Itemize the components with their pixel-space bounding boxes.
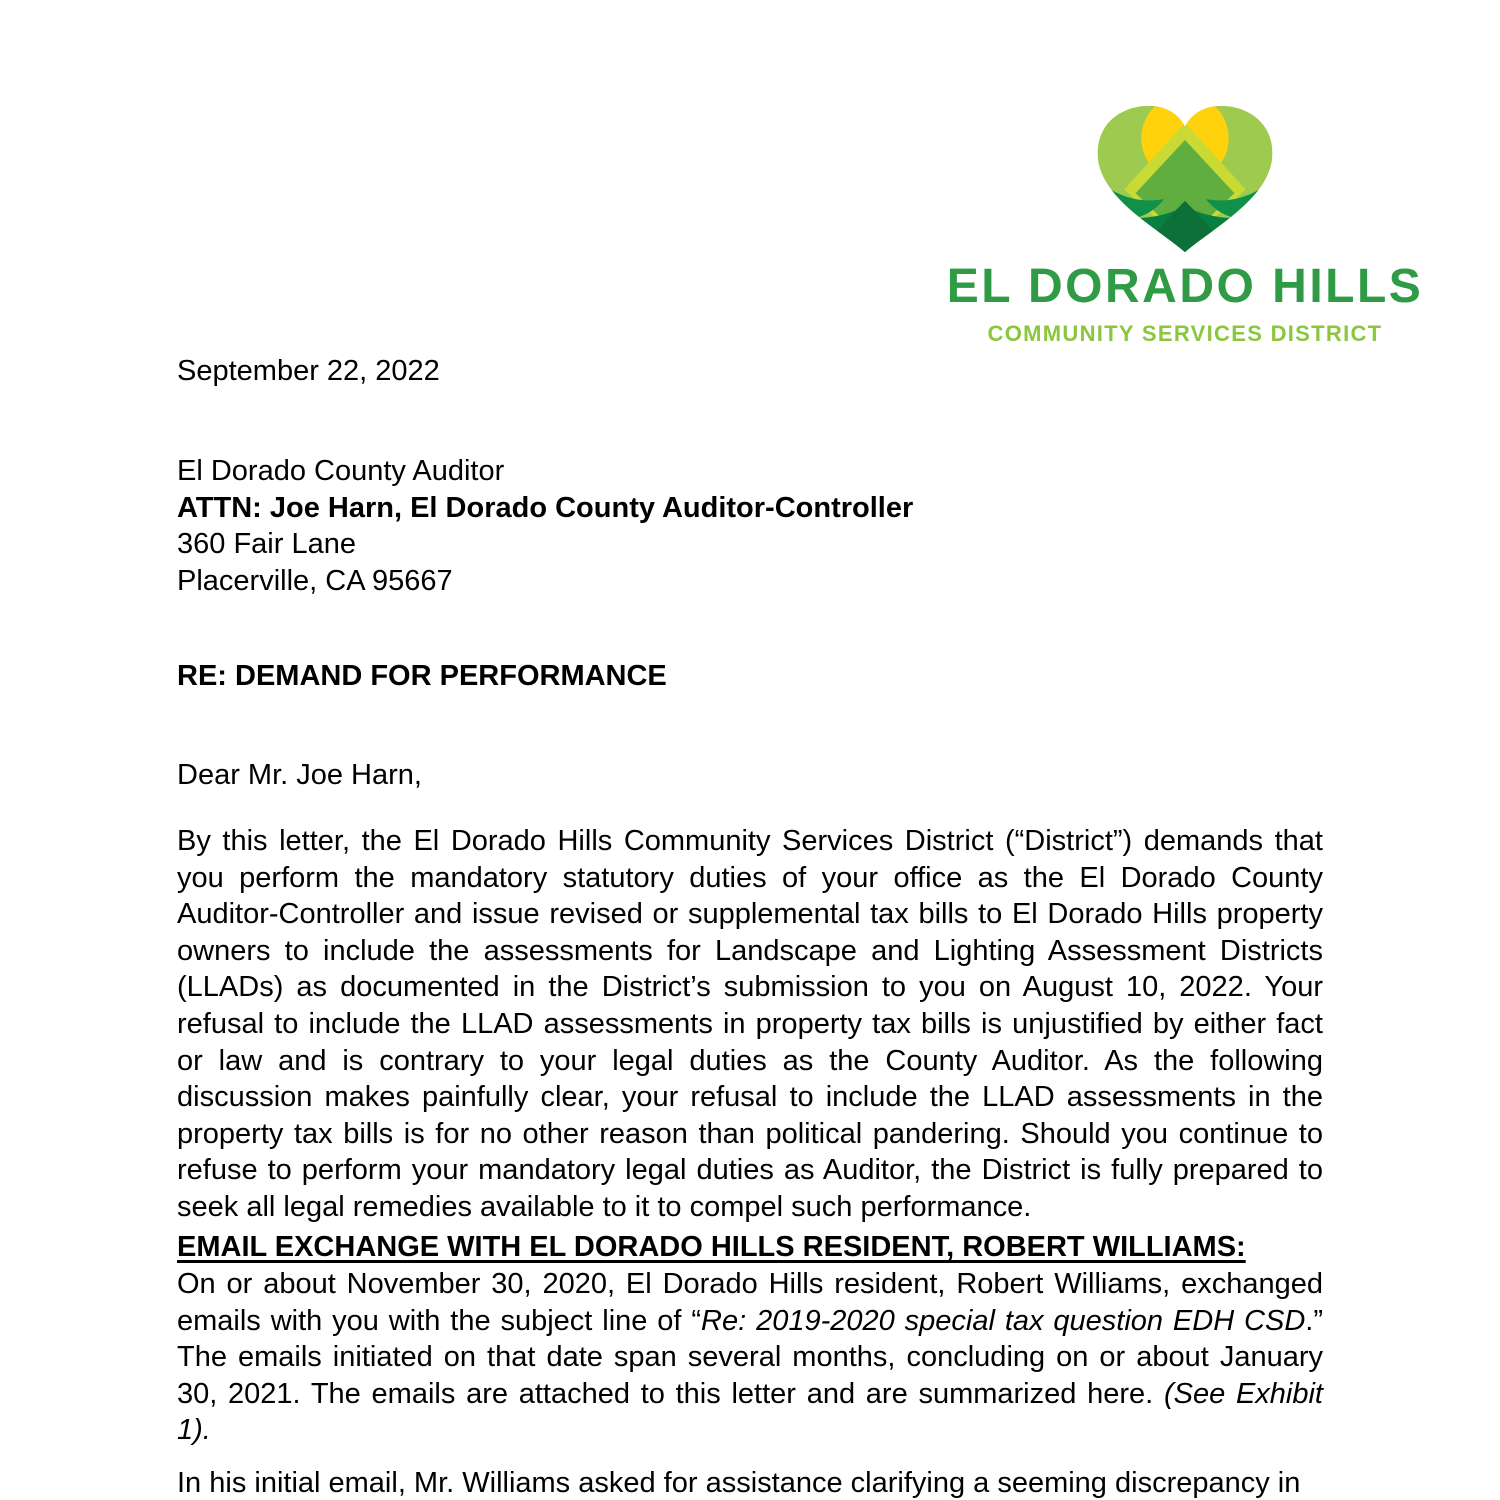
body-paragraph-3: In his initial email, Mr. Williams asked for assistance clarifying a seeming discrepancy in: [177, 1467, 1301, 1499]
section-heading: [177, 1229, 1323, 1266]
salutation: Dear Mr. Joe Harn,: [177, 759, 422, 791]
heart-logo-icon: [1090, 100, 1280, 258]
logo-wordmark: EL DORADO HILLS: [946, 260, 1424, 313]
exhibit-reference-italic: (See Exhibit 1).: [177, 1377, 1323, 1447]
body-paragraph-2: [177, 1266, 1323, 1449]
recipient-line-1: El Dorado County Auditor: [177, 455, 505, 487]
paragraph-2-lead: On or about November 30, 2020, El Dorado Hills resident, Robert Williams, exchanged emails with you with the subject line of “: [177, 1268, 1323, 1337]
recipient-line-3: 360 Fair Lane: [177, 528, 356, 561]
logo-subtitle: COMMUNITY SERVICES DISTRICT: [987, 321, 1383, 346]
section-heading-text: EMAIL EXCHANGE WITH EL DORADO HILLS RESIDENT, ROBERT WILLIAMS:: [177, 1231, 1246, 1263]
paragraph-2-middle: .” The emails initiated on that date span several months, concluding on or about January 30, 2021. The emails are attached to this letter and are summarized here.: [177, 1304, 1323, 1410]
subject-line: RE: DEMAND FOR PERFORMANCE: [177, 660, 667, 692]
email-subject-italic: Re: 2019-2020 special tax question EDH CSD: [701, 1304, 1306, 1337]
letter-date: September 22, 2022: [177, 355, 440, 387]
body-paragraph-1: By this letter, the El Dorado Hills Community Services District (“District”) demands that you perform the mandatory statutory duties of your office as the El Dorado County Auditor-Controller and issue revised or supplemental tax bills to El Dorado Hills property owners to include the assessments for Landscape and Lighting Assessment Districts (LLADs) as documented in the District’s submission to you on August 10, 2022. Your refusal to include the LLAD assessments in property tax bills is unjustified by either fact or law and is contrary to your legal duties as the County Auditor. As the following discussion makes painfully clear, your refusal to include the LLAD assessments in the property tax bills is for no other reason than political pandering. Should you continue to refuse to perform your mandatory legal duties as Auditor, the District is fully prepared to seek all legal remedies available to it to compel such performance.: [177, 825, 1323, 1223]
recipient-line-2: ATTN: Joe Harn, El Dorado County Auditor-Controller: [177, 491, 914, 524]
letterhead-logo: [946, 100, 1424, 346]
recipient-line-4: Placerville, CA 95667: [177, 564, 453, 597]
recipient-address: [177, 453, 1323, 599]
